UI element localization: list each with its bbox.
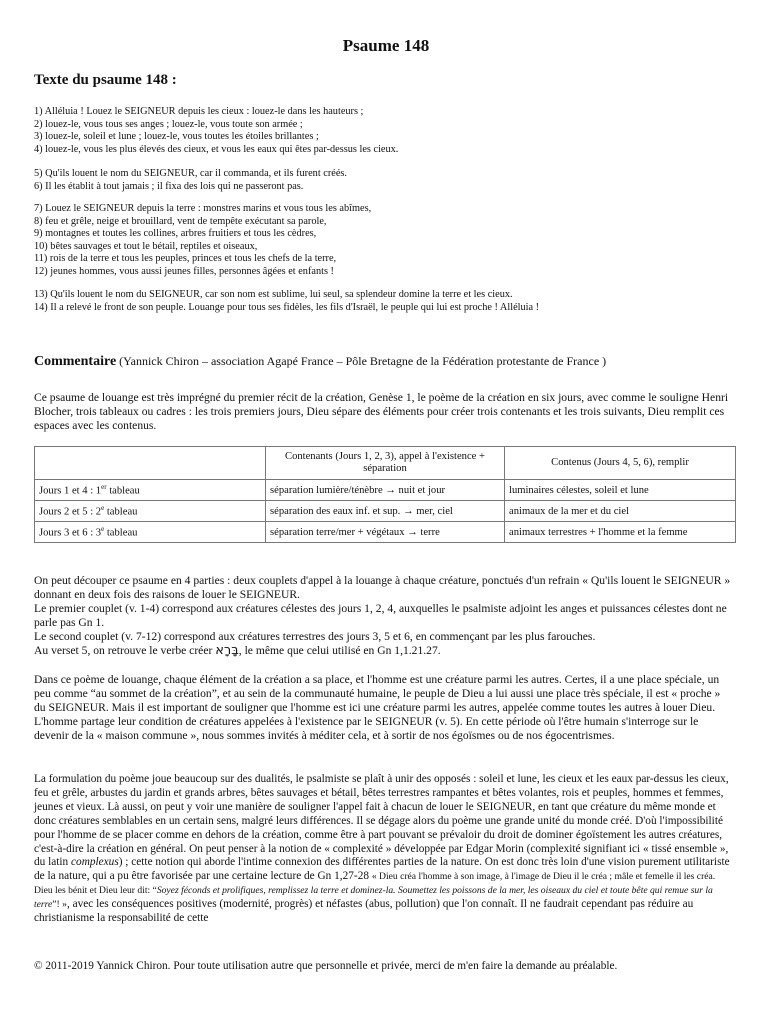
creation-table — [34, 446, 736, 543]
commentary-heading — [34, 354, 606, 370]
verse-line: 14) Il a relevé le front de son peuple. Louange pour tous ses fidèles, les fils d'Israël, le peuple qui lui est proche ! Alléluia ! — [34, 301, 540, 313]
table-row — [35, 480, 736, 501]
louange-paragraph: Dans ce poème de louange, chaque élément de la création a sa place, et l'homme est une créature parmi les autres. Certes, il a une place spéciale, un peu comme “au sommet de la création”, et au sein de la communauté humaine, le peuple de Dieu a lui aussi une place très spéciale, il est « proche » du SEIGNEUR. Mais il est important de souligner que l'homme est ici une créature parmi les autres, appelée comme toutes les autres à louer Dieu. L'homme partage leur condition de créatures appelées à l'existence par le SEIGNEUR (v. 5). En cette période où l'être humain s'interroge sur le devenir de la « maison commune », nous sommes invités à méditer cela, et à sortir de nos égoïsmes ou de nos égocentrismes. — [34, 673, 721, 742]
structure-p4: Au verset 5, on retrouve le verbe créer בָּרָא, le même que celui utilisé en Gn 1,1.21.27. — [34, 642, 441, 658]
verse-line: 10) bêtes sauvages et tout le bétail, reptiles et oiseaux, — [34, 240, 258, 252]
page-title: Psaume 148 — [342, 36, 430, 55]
verse-group-4 — [34, 289, 738, 314]
structure-p1: On peut découper ce psaume en 4 parties : deux couplets d'appel à la louange à chaque créature, ponctués d'un refrain « Qu'ils louent le SEIGNEUR » donnant en deux fois des raisons de louer le SEIGNEUR. — [34, 574, 731, 601]
structure-p2: Le premier couplet (v. 1-4) correspond aux créatures célestes des jours 1, 2, 4, auxquelles le psalmiste adjoint les anges et puissances célestes dont ne parle pas Gn 1. — [34, 601, 727, 629]
formulation-paragraph: La formulation du poème joue beaucoup sur des dualités, le psalmiste se plaît à unir des opposés : soleil et lune, les cieux et les eaux par-dessus les cieux, feu et grêle, arbustes du jardin et grands arbres, bêtes sauvages et bétail, bêtes terrestres rampantes et bêtes volantes, rois et peuples, hommes et femmes, jeunes et vieux. Là aussi, on peut y voir une manière de souligner l'appel fait à chacun de louer le SEIGNEUR, en tant que créature du même monde et donc créatures semblables en un certain sens, malgré leurs différences. Il se dégage alors du poème une grande unité du monde créé. D'où l'impossibilité pour l'homme de se placer comme en dehors de la création, comme être à part pouvant se prévaloir du droit de dominer égoïstement les autres créatures, c'est-à-dire la création en général. On peut penser à la notion de « complexité » développée par Edgar Morin (complexité signifiant ici « tissé ensemble », du latin complexus) ; cette notion qui aborde l'intime connexion des différentes parties de la nature. On est donc très loin d'une vision purement utilitariste de la nature, qui a pu être favorisée par une certaine lecture de Gn 1,27-28 « Dieu créa l'homme à son image, à l'image de Dieu il le créa ; mâle et femelle il les créa. Dieu les bénit et Dieu leur dit: “Soyez féconds et prolifiques, remplissez la terre et dominez-la. Soumettez les poissons de la mer, les oiseaux du ciel et toute bête qui remue sur la terre”! », avec les conséquences positives (modernité, progrès) et néfastes (abus, pollution) que l'on connaît. Il ne faudrait cependant pas réduire au christianisme la responsabilité de cette — [34, 773, 730, 925]
table-header-cell: Contenus (Jours 4, 5, 6), remplir — [505, 447, 736, 480]
verse-line: 13) Qu'ils louent le nom du SEIGNEUR, car son nom est sublime, lui seul, sa splendeur domine la terre et les cieux. — [34, 289, 513, 300]
verse-group-1 — [34, 106, 738, 156]
table-cell-container: séparation lumière/ténèbre → nuit et jour — [266, 480, 505, 501]
hebrew-word: בָּרָא — [215, 642, 239, 658]
commentary-attribution: (Yannick Chiron – association Agapé France – Pôle Bretagne de la Fédération protestante de France ) — [119, 354, 607, 368]
commentary-title: Commentaire — [34, 354, 117, 369]
verse-line: 3) louez-le, soleil et lune ; louez-le, vous toutes les étoiles brillantes ; — [34, 131, 319, 142]
verse-line: 11) rois de la terre et tous les peuples, princes et tous les chefs de la terre, — [34, 253, 337, 264]
verse-line: 8) feu et grêle, neige et brouillard, vent de tempête exécutant sa parole, — [34, 215, 327, 227]
table-header-cell: Contenants (Jours 1, 2, 3), appel à l'existence + séparation — [266, 447, 505, 480]
verse-line: 4) louez-le, vous les plus élevés des cieux, et vous les eaux qui êtes par-dessus les cieux. — [34, 143, 399, 155]
intro-paragraph: Ce psaume de louange est très imprégné du premier récit de la création, Genèse 1, le poème de la création en six jours, avec comme le souligne Henri Blocher, trois tableaux ou cadres : les trois premiers jours, Dieu sépare des éléments pour créer trois contenants et les trois suivants, Dieu remplit ces espaces avec les contenus. — [34, 391, 729, 432]
table-cell-content: animaux terrestres + l'homme et la femme — [505, 522, 736, 543]
table-cell-container: séparation terre/mer + végétaux → terre — [266, 522, 505, 543]
verse-line: 5) Qu'ils louent le nom du SEIGNEUR, car il commanda, et ils furent créés. — [34, 168, 347, 179]
verse-group-2 — [34, 168, 738, 193]
table-cell-day: Jours 3 et 6 : 3e tableau — [35, 522, 266, 543]
verse-line: 7) Louez le SEIGNEUR depuis la terre : monstres marins et vous tous les abîmes, — [34, 203, 372, 214]
table-cell-content: luminaires célestes, soleil et lune — [505, 480, 736, 501]
verse-line: 2) louez-le, vous tous ses anges ; louez-le, vous toute son armée ; — [34, 118, 303, 130]
verse-line: 6) Il les établit à tout jamais ; il fixa des lois qui ne passeront pas. — [34, 180, 304, 192]
text-heading: Texte du psaume 148 : — [34, 72, 177, 88]
structure-paragraph — [34, 574, 734, 657]
table-row — [35, 501, 736, 522]
structure-p3: Le second couplet (v. 7-12) correspond aux créatures terrestres des jours 3, 5 et 6, en commençant par les plus farouches. — [34, 629, 596, 643]
table-cell-day: Jours 1 et 4 : 1er tableau — [35, 480, 266, 501]
table-header-row — [35, 447, 736, 480]
table-cell-day: Jours 2 et 5 : 2e tableau — [35, 501, 266, 522]
table-row — [35, 522, 736, 543]
genesis-quote: « Dieu créa l'homme à son image, à l'image de Dieu il le créa ; mâle et femelle il les créa. Dieu les bénit et Dieu leur dit: “Soyez féconds et prolifiques, remplissez la terre et dominez-la. Soumettez les poissons de la mer, les oiseaux du ciel et toute bête qui remue sur la terre”! » — [34, 871, 716, 911]
verse-line: 1) Alléluia ! Louez le SEIGNEUR depuis les cieux : louez-le dans les hauteurs ; — [34, 106, 364, 117]
verse-group-3 — [34, 203, 738, 278]
table-cell-container: séparation des eaux inf. et sup. → mer, ciel — [266, 501, 505, 522]
copyright-footer: © 2011-2019 Yannick Chiron. Pour toute utilisation autre que personnelle et privée, merci de m'en faire la demande au préalable. — [34, 960, 618, 972]
table-cell-content: animaux de la mer et du ciel — [505, 501, 736, 522]
verse-line: 9) montagnes et toutes les collines, arbres fruitiers et tous les cèdres, — [34, 228, 317, 239]
table-header-cell — [35, 447, 266, 480]
verse-line: 12) jeunes hommes, vous aussi jeunes filles, personnes âgées et enfants ! — [34, 265, 334, 277]
